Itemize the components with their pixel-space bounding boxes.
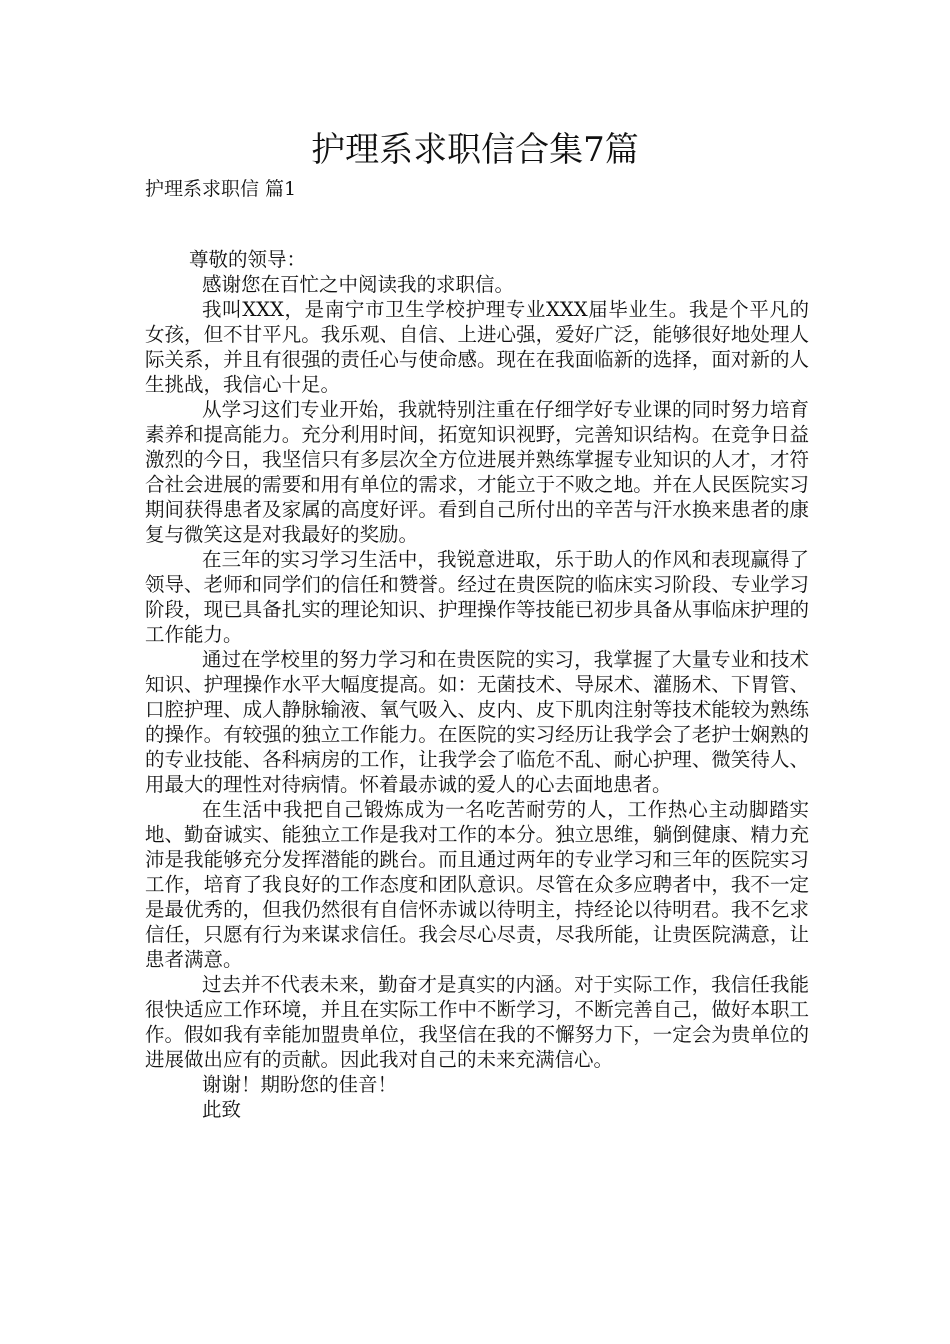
body-paragraph: 感谢您在百忙之中阅读我的求职信。 (202, 273, 515, 296)
body-paragraph: 在生活中我把自己锻炼成为一名吃苦耐劳的人，工作热心主动脚踏实地、勤奋诚实、能独立工作是我对工作的本分。独立思维，躺倒健康、精力充沛是我能够充分发挥潜能的跳台。而且通过两年的专业学习和三年的医院实习工作，培育了我良好的工作态度和团队意识。尽管在众多应聘者中，我不一定是最优秀的，但我仍然很有自信怀赤诚以待明主，持经论以待明君。我不乞求信任，只愿有行为来谋求信任。我会尽心尽责，尽我所能，让贵医院满意，让患者满意。 (145, 798, 809, 971)
body-paragraph: 通过在学校里的努力学习和在贵医院的实习，我掌握了大量专业和技术知识、护理操作水平大幅度提高。如：无菌技术、导尿术、灌肠术、下胃管、口腔护理、成人静脉输液、氧气吸入、皮内、皮下肌肉注射等技术能较为熟练的操作。有较强的独立工作能力。在医院的实习经历让我学会了老护士娴熟的的专业技能、各科病房的工作，让我学会了临危不乱、耐心护理、微笑待人、用最大的理性对待病情。怀着最赤诚的爱人的心去面地患者。 (145, 648, 809, 796)
greeting-paragraph: 尊敬的领导： (189, 248, 307, 271)
section-heading: 护理系求职信 篇1 (145, 178, 297, 200)
body-paragraph: 我叫XXX，是南宁市卫生学校护理专业XXX届毕业生。我是个平凡的女孩，但不甘平凡。我乐观、自信、上进心强，爱好广泛，能够很好地处理人际关系，并且有很强的责任心与使命感。现在在我面临新的选择，面对新的人生挑战，我信心十足。 (145, 298, 809, 396)
letter-body (145, 247, 809, 1122)
body-paragraph: 过去并不代表未来，勤奋才是真实的内涵。对于实际工作，我信任我能很快适应工作环境，并且在实际工作中不断学习，不断完善自己，做好本职工作。假如我有幸能加盟贵单位，我坚信在我的不懈努力下，一定会为贵单位的进展做出应有的贡献。因此我对自己的未来充满信心。 (145, 973, 809, 1071)
body-paragraph: 在三年的实习学习生活中，我锐意进取，乐于助人的作风和表现赢得了领导、老师和同学们的信任和赞誉。经过在贵医院的临床实习阶段、专业学习阶段，现已具备扎实的理论知识、护理操作等技能已初步具备从事临床护理的工作能力。 (145, 548, 809, 646)
body-paragraph: 从学习这们专业开始，我就特别注重在仔细学好专业课的同时努力培育素养和提高能力。充分利用时间，拓宽知识视野，完善知识结构。在竞争日益激烈的今日，我坚信只有多层次全方位进展并熟练掌握专业知识的人才，才符合社会进展的需要和用有单位的需求，才能立于不败之地。并在人民医院实习期间获得患者及家属的高度好评。看到自己所付出的辛苦与汗水换来患者的康复与微笑这是对我最好的奖励。 (145, 398, 809, 546)
closing-thanks: 谢谢！期盼您的佳音！ (202, 1073, 398, 1096)
closing-salutation: 此致 (202, 1098, 242, 1121)
document-title: 护理系求职信合集7篇 (311, 130, 639, 170)
